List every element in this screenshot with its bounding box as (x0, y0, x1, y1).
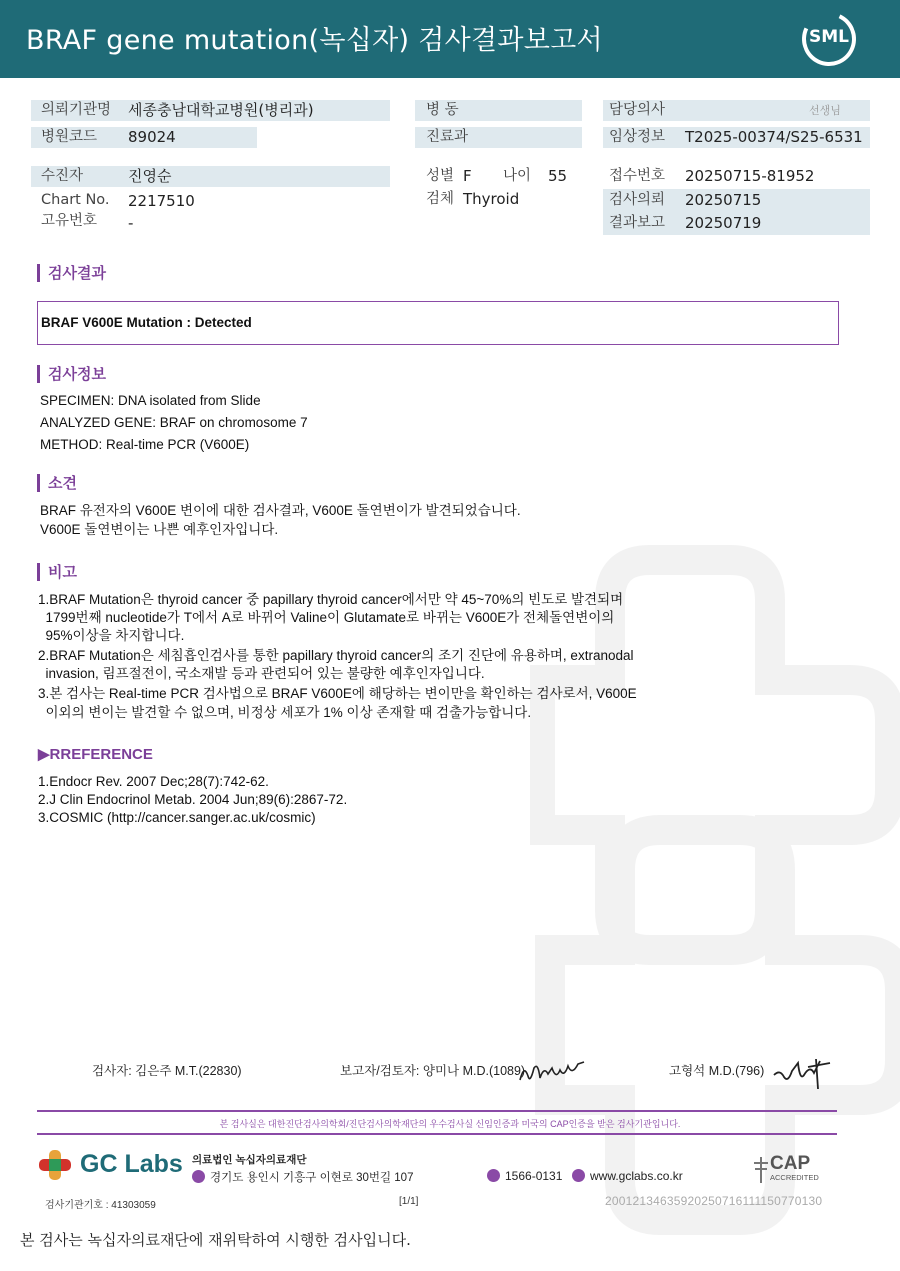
footer-divider-top (37, 1110, 837, 1112)
clinical-value: T2025-00374/S25-6531 (685, 128, 863, 146)
result-box (37, 301, 839, 345)
unique-value: - (128, 214, 134, 232)
phone-icon (487, 1169, 500, 1182)
footer-divider-bottom (37, 1133, 837, 1135)
receipt-label: 접수번호 (609, 168, 666, 184)
info-line: ANALYZED GENE: BRAF on chromosome 7 (40, 415, 308, 430)
ward-label: 병 동 (426, 102, 459, 118)
sml-logo (802, 12, 856, 66)
specimen-label: 검체 (426, 191, 455, 207)
patient-value: 진영순 (128, 167, 172, 185)
hospital-value: 세종충남대학교병원(병리과) (128, 101, 314, 119)
report-value: 20250719 (685, 214, 762, 232)
result-section-title: 검사결과 (37, 264, 106, 282)
home-icon (572, 1169, 585, 1182)
director-signature: 고형석 M.D.(796) (669, 1064, 765, 1078)
reference-line: 2.J Clin Endocrinol Metab. 2004 Jun;89(6):2867-72. (38, 792, 348, 807)
tester-signature: 검사자: 김은주 M.T.(22830) (92, 1064, 242, 1078)
cap-text: CAP (770, 1153, 811, 1174)
info-section-title: 검사정보 (37, 365, 106, 383)
reference-line: 3.COSMIC (http://cancer.sanger.ac.uk/cosmic) (38, 810, 316, 825)
gc-cross-icon (36, 1148, 76, 1182)
code-value: 89024 (128, 128, 176, 146)
remark-line: 95%이상을 차지합니다. (38, 628, 185, 643)
remark-line: 2.BRAF Mutation은 세침흡인검사를 통한 papillary thyroid cancer의 조기 진단에 유용하며, extranodal (38, 648, 634, 663)
reviewer-handwriting-icon (518, 1058, 586, 1088)
patient-label: 수진자 (41, 168, 84, 184)
remark-line: invasion, 림프절전이, 국소재발 등과 관련되어 있는 불량한 예후인자입니다. (38, 666, 485, 681)
remark-line: 이외의 변이는 발견할 수 없으며, 비정상 세포가 1% 이상 존재할 때 검출가능합니다. (38, 705, 532, 720)
specimen-value: Thyroid (463, 190, 520, 208)
certification-note: 본 검사실은 대한진단검사의학회/진단검사의학재단의 우수검사실 신임인증과 미국의 CAP인증을 받은 검사기관입니다. (219, 1119, 681, 1129)
request-label: 검사의뢰 (609, 192, 666, 208)
page-number: [1/1] (399, 1196, 419, 1207)
location-pin-icon (192, 1170, 205, 1183)
unique-label: 고유번호 (41, 213, 98, 229)
cap-accredited-logo (752, 1153, 832, 1187)
website-text[interactable]: www.gclabs.co.kr (590, 1169, 683, 1183)
cap-emblem-icon (752, 1155, 770, 1185)
finding-line: BRAF 유전자의 V600E 변이에 대한 검사결과, V600E 돌연변이가 발견되었습니다. (40, 503, 521, 518)
reviewer-signature: 보고자/검토자: 양미나 M.D.(1089) (340, 1064, 526, 1078)
director-handwriting-icon (770, 1055, 834, 1091)
report-label: 결과보고 (609, 215, 666, 231)
chart-label: Chart No. (41, 192, 110, 208)
reference-line: 1.Endocr Rev. 2007 Dec;28(7):742-62. (38, 774, 269, 789)
receipt-value: 20250715-81952 (685, 167, 815, 185)
remark-line: 3.본 검사는 Real-time PCR 검사법으로 BRAF V600E에 해당하는 변이만을 확인하는 검사로서, V600E (38, 686, 637, 701)
remark-line: 1799번째 nucleotide가 T에서 A로 바뀌어 Valine이 Glutamate로 바뀌는 V600E가 전체돌연변이의 (38, 610, 615, 625)
hospital-label: 의뢰기관명 (41, 102, 112, 118)
code-label: 병원코드 (41, 129, 98, 145)
sex-label: 성별 (426, 168, 455, 184)
chart-value: 2217510 (128, 192, 195, 210)
remark-section-title: 비고 (37, 563, 77, 581)
phone (487, 1169, 562, 1183)
request-value: 20250715 (685, 191, 762, 209)
dept-label: 진료과 (426, 129, 469, 145)
address-text: 경기도 용인시 기흥구 이현로 30번길 107 (210, 1172, 414, 1184)
gc-labs-logo (36, 1148, 186, 1182)
info-line: METHOD: Real-time PCR (V600E) (40, 437, 250, 452)
doctor-suffix: 선생님 (809, 104, 841, 117)
finding-section-title: 소견 (37, 474, 77, 492)
finding-line: V600E 돌연변이는 나쁜 예후인자입니다. (40, 522, 279, 537)
info-line: SPECIMEN: DNA isolated from Slide (40, 393, 261, 408)
report-header (0, 0, 900, 78)
result-text: BRAF V600E Mutation : Detected (41, 315, 252, 330)
clinical-label: 임상정보 (609, 129, 666, 145)
remark-line: 1.BRAF Mutation은 thyroid cancer 중 papillary thyroid cancer에서만 약 45~70%의 빈도로 발견되며 (38, 592, 624, 607)
sex-value: F (463, 167, 472, 185)
phone-text: 1566-0131 (505, 1169, 563, 1183)
logo-text: SML (809, 27, 849, 47)
institution-number: 검사기관기호 : 41303059 (45, 1200, 156, 1211)
age-label: 나이 (503, 168, 532, 184)
address (192, 1169, 413, 1185)
bottom-note: 본 검사는 녹십자의료재단에 재위탁하여 시행한 검사입니다. (20, 1231, 411, 1249)
age-value: 55 (548, 167, 568, 185)
doctor-label: 담당의사 (609, 102, 666, 118)
report-title: BRAF gene mutation(녹십자) 검사결과보고서 (26, 25, 603, 56)
cap-subtext: ACCREDITED (770, 1173, 819, 1182)
reference-title: ▶RREFERENCE (38, 746, 153, 763)
patient-box (31, 166, 390, 187)
foundation-name: 의료법인 녹십자의료재단 (192, 1154, 307, 1166)
gc-labs-text: GC Labs (80, 1150, 183, 1178)
barcode-number: 20012134635920250716111150770130 (605, 1194, 823, 1208)
website[interactable] (572, 1169, 683, 1183)
